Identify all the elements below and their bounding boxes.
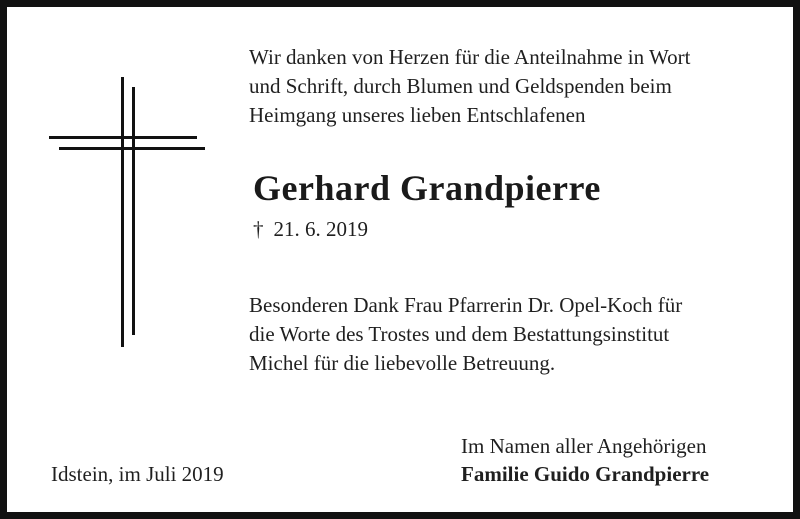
special-thanks-line: Michel für die liebevolle Betreuung.	[249, 351, 556, 375]
special-thanks-line: die Worte des Trostes und dem Bestattungsinstitut	[249, 322, 670, 346]
thanks-line: und Schrift, durch Blumen und Geldspenden beim	[249, 74, 672, 98]
cross-vertical-bar-inner	[132, 87, 135, 335]
death-date: 21. 6. 2019	[273, 217, 368, 241]
thanks-line: Wir danken von Herzen für die Anteilnahme in Wort	[249, 45, 691, 69]
signature-intro: Im Namen aller Angehörigen	[461, 434, 707, 458]
thanks-line: Heimgang unseres lieben Entschlafenen	[249, 103, 586, 127]
death-date-line	[253, 217, 368, 242]
cross-vertical-bar	[121, 77, 124, 347]
cross-horizontal-bar	[49, 136, 197, 139]
cross-horizontal-bar-inner	[59, 147, 205, 150]
deceased-name: Gerhard Grandpierre	[253, 168, 601, 208]
special-thanks-line: Besonderen Dank Frau Pfarrerin Dr. Opel-Koch für	[249, 293, 683, 317]
special-thanks-paragraph	[249, 291, 682, 378]
cross-icon	[47, 77, 207, 347]
thanks-paragraph	[249, 43, 690, 130]
signature-family: Familie Guido Grandpierre	[461, 462, 710, 486]
dagger-icon: †	[253, 217, 264, 241]
place-date: Idstein, im Juli 2019	[51, 462, 224, 486]
